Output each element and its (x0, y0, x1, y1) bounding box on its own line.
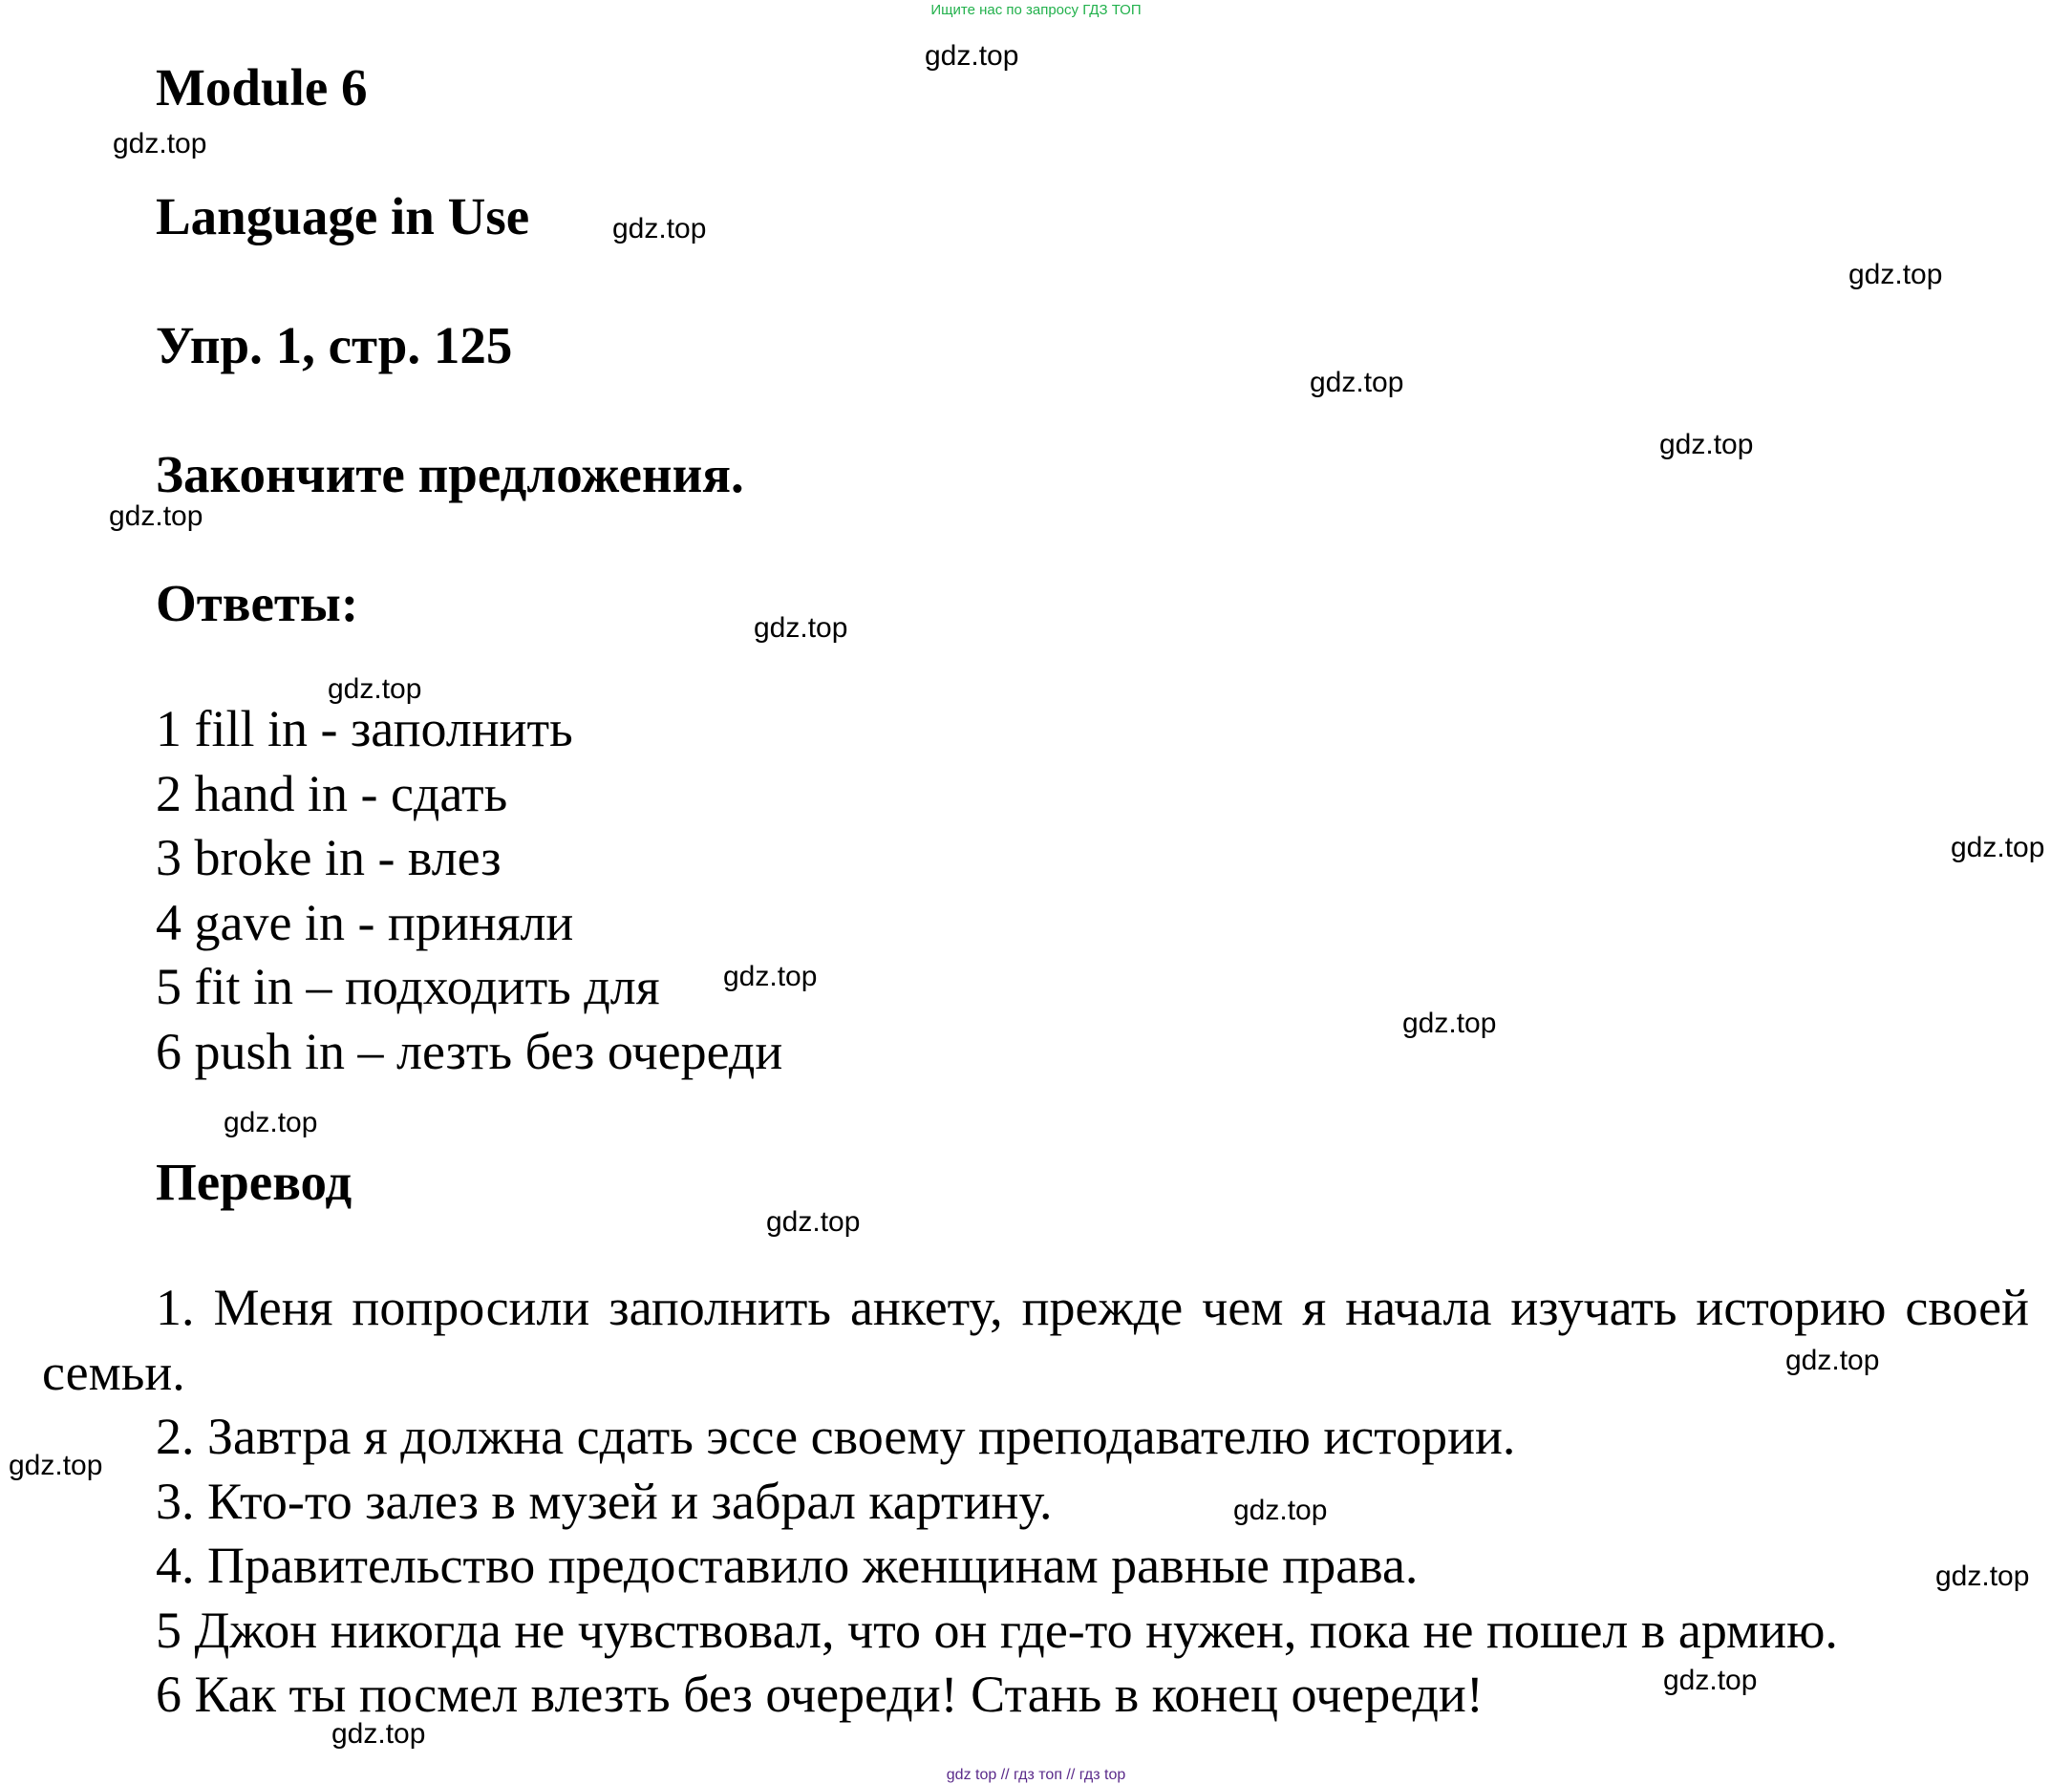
watermark: gdz.top (1951, 832, 2045, 863)
answer-item: 1 fill in - заполнить (156, 700, 573, 757)
watermark: gdz.top (612, 213, 707, 244)
watermark: gdz.top (328, 673, 422, 705)
search-banner: Ищите нас по запросу ГДЗ ТОП (930, 2, 1142, 18)
exercise-title: Упр. 1, стр. 125 (156, 316, 513, 374)
translation-item: 4. Правительство предоставило женщинам равные права. (156, 1537, 1419, 1594)
watermark: gdz.top (1785, 1345, 1880, 1376)
translation-item: 5 Джон никогда не чувствовал, что он где-то нужен, пока не пошел в армию. (156, 1601, 1838, 1659)
watermark: gdz.top (925, 40, 1019, 72)
watermark: gdz.top (1935, 1561, 2030, 1592)
watermark: gdz.top (224, 1107, 318, 1138)
answer-item: 2 hand in - сдать (156, 764, 508, 822)
watermark: gdz.top (331, 1718, 426, 1750)
watermark: gdz.top (766, 1206, 861, 1238)
watermark: gdz.top (1663, 1665, 1758, 1696)
watermark: gdz.top (754, 612, 848, 644)
watermark: gdz.top (1402, 1008, 1497, 1039)
task-title: Закончите предложения. (156, 445, 744, 503)
translation-title: Перевод (156, 1153, 352, 1211)
answer-item: 4 gave in - приняли (156, 893, 574, 951)
answer-item: 5 fit in – подходить для (156, 958, 660, 1015)
watermark: gdz.top (723, 961, 818, 992)
watermark: gdz.top (1233, 1495, 1328, 1526)
watermark: gdz.top (113, 128, 207, 159)
watermark: gdz.top (1310, 367, 1404, 398)
translation-item: 2. Завтра я должна сдать эссе своему преподавателю истории. (156, 1408, 1516, 1465)
footer-links: gdz top // гдз топ // гдз top (946, 1767, 1126, 1783)
translation-item: 1. Меня попросили заполнить анкету, прежде чем я начала изучать историю своей семьи. (42, 1279, 2029, 1401)
watermark: gdz.top (9, 1450, 103, 1481)
module-title: Module 6 (156, 58, 368, 117)
translation-item: 3. Кто-то залез в музей и забрал картину. (156, 1472, 1053, 1530)
watermark: gdz.top (109, 500, 203, 532)
section-title: Language in Use (156, 187, 530, 245)
answer-item: 3 broke in - влез (156, 829, 502, 886)
watermark: gdz.top (1659, 429, 1754, 460)
watermark: gdz.top (1848, 259, 1943, 290)
answer-item: 6 push in – лезть без очереди (156, 1022, 783, 1080)
translation-item: 6 Как ты посмел влезть без очереди! Стань в конец очереди! (156, 1666, 1484, 1723)
answers-title: Ответы: (156, 574, 359, 632)
translation-list (42, 1276, 2029, 1728)
answers-list (156, 697, 782, 1084)
